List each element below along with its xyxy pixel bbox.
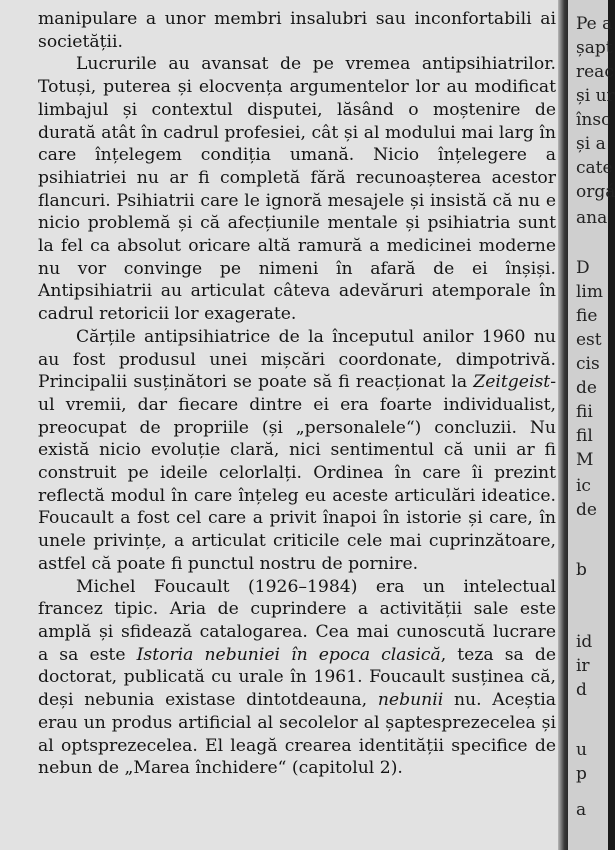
facing-page-fragment: D (576, 258, 590, 278)
facing-page-fragment: cate (576, 158, 613, 178)
facing-page-fragment: șapt (576, 38, 613, 58)
facing-page-fragment: și a (576, 134, 606, 154)
paragraph-antipsychiatric-books: Cărțile antipsihiatrice de la începutul anilor 1960 nu au fost produsul unei mișcări coordonate, dimpotrivă. Principalii susținători se poate să fi reacționat la Zeitgeist-ul vremii, dar fiecare dintre ei era foarte individualist, preocupat de propriile (și „personalele“) concluzii. Nu există nicio evoluție clară, nici sentimentul că unii ar fi construit pe ideile celorlalți. Ordinea în care îi prezint reflectă modul în care înțeleg eu aceste articulări ideatice. Foucault a fost cel care a privit înapoi în istorie și care, în unele privințe, a articulat criticile cele mai cuprinzătoare, astfel că poate fi punctul nostru de pornire. (38, 326, 556, 574)
facing-page-fragment: reac (576, 62, 614, 82)
facing-page-fragment: ir (576, 656, 590, 676)
paragraph-antipsychiatry-legacy: Lucrurile au avansat de pe vremea antipsihiatrilor. Totuși, puterea și elocvența argumentelor lor au modificat limbajul și contextul disputei, lăsând o moștenire de durată atât în cadrul profesiei, cât și al modului mai larg în care înțelegem condiția umană. Nicio înțelegere a psihiatriei nu ar fi completă fără recunoașterea acestor flancuri. Psihiatrii care le ignoră mesajele și insistă că nu e nicio problemă și că afecțiunile mentale și psihiatria sunt la fel ca absolut oricare altă ramură a medicinei moderne nu vor convinge pe nimeni în afară de ei înșiși. Antipsihiatrii au articulat câteva adevăruri atemporale în cadrul retoricii lor exagerate. (38, 54, 556, 325)
body-text (38, 8, 556, 780)
facing-page-fragment: M (576, 450, 594, 470)
facing-page-fragment: de (576, 500, 597, 520)
facing-page-fragment: a (576, 800, 587, 820)
facing-page-fragment: est (576, 330, 602, 350)
facing-page-fragment: Pe a (576, 14, 613, 34)
facing-page-fragment: fie (576, 306, 598, 326)
facing-page-fragment: orgá (576, 182, 615, 202)
facing-page-fragment: u (576, 740, 587, 760)
facing-page-fragment: d (576, 680, 587, 700)
book-page-right-edge (568, 0, 615, 850)
facing-page-fragment: b (576, 560, 587, 580)
facing-page-fragment: ic (576, 476, 591, 496)
facing-page-fragment: și ur (576, 86, 615, 106)
paragraph-continuation: manipulare a unor membri insalubri sau inconfortabili ai societății. (38, 9, 556, 52)
italic-term: Zeitgeist (473, 372, 551, 393)
facing-page-fragment: fil (576, 426, 593, 446)
paragraph-michel-foucault: Michel Foucault (1926–1984) era un intelectual francez tipic. Aria de cuprindere a activității sale este amplă și sfidează catalogarea. Cea mai cunoscută lucrare a sa este Istoria nebuniei în epoca clasică, teza sa de doctorat, publicată cu urale în 1961. Foucault susținea că, deși nebunia existase dintotdeauna, nebunii nu. Aceștia erau un produs artificial al secolelor al șaptesprezecelea și al optsprezecelea. El leagă crearea identității specifice de nebun de „Marea închidere“ (capitolul 2). (38, 576, 557, 779)
facing-page-fragment: cis (576, 354, 600, 374)
facing-page-fragment: lim (576, 282, 603, 302)
italic-term: Istoria nebuniei în epoca clasică (136, 644, 441, 665)
facing-page-fragment: p (576, 764, 587, 784)
italic-term: nebunii (377, 690, 444, 711)
facing-page-fragment: fii (576, 402, 593, 422)
facing-page-fragment: însc (576, 110, 611, 130)
facing-page-fragment: de (576, 378, 597, 398)
facing-page-fragment: ana (576, 208, 608, 228)
facing-page-fragment: id (576, 632, 593, 652)
